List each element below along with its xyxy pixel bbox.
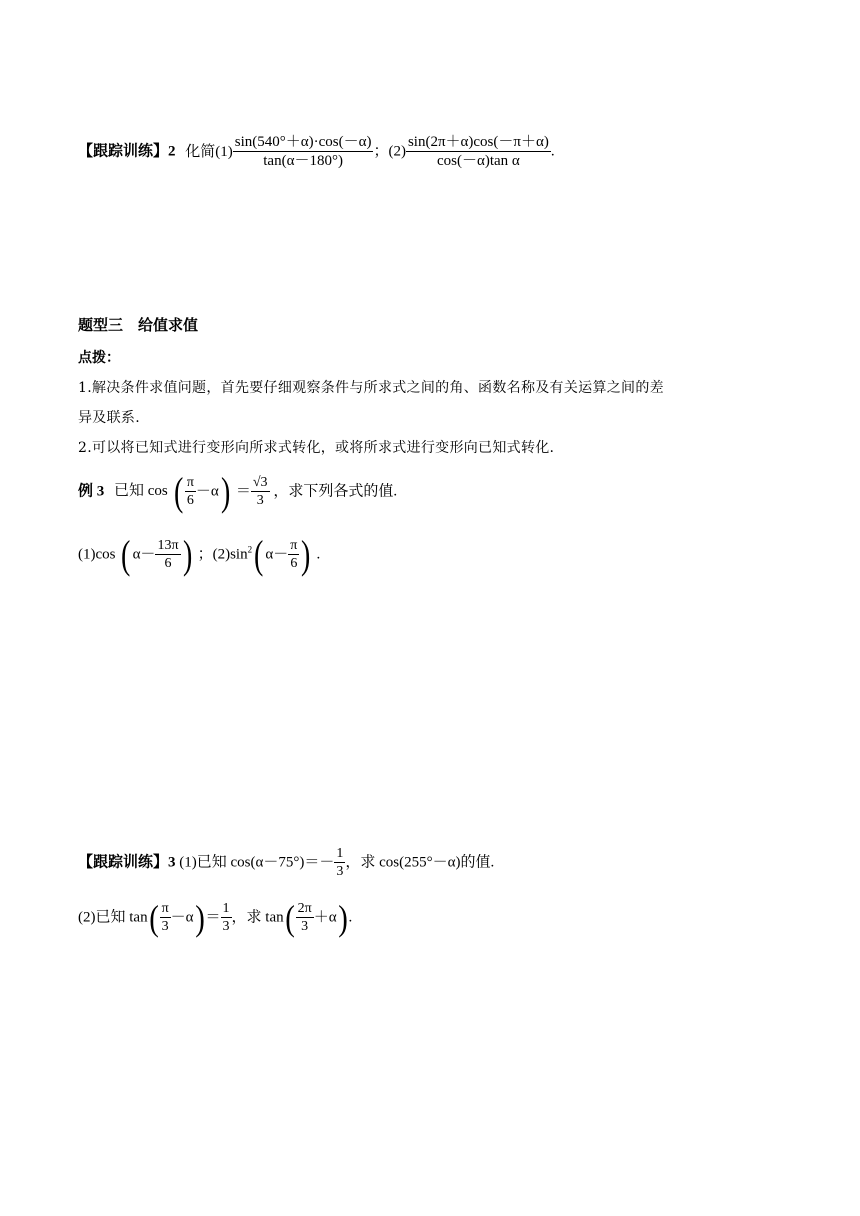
exercise-2-fraction-1 <box>233 134 374 171</box>
part-2-prefix: (2)已知 tan <box>78 909 148 926</box>
part-1-tail: ，求 cos(255°－α)的值. <box>345 854 495 871</box>
question-1-head: α－ <box>132 546 156 563</box>
equals-sign: ＝ <box>235 483 251 500</box>
fraction-denominator: 3 <box>336 864 344 880</box>
exercise-2-sep: ；(2) <box>373 143 406 160</box>
fraction-numerator: 2π <box>297 900 312 916</box>
question-1-fraction <box>155 538 180 572</box>
part-1-fraction <box>334 846 345 880</box>
part-2-end: . <box>348 909 353 926</box>
fraction-denominator: 3 <box>160 917 171 935</box>
example-3 <box>78 469 398 514</box>
question-2-fraction <box>288 538 299 572</box>
question-2-head: α－ <box>265 546 289 563</box>
fraction-denominator: cos(－α)tan α <box>406 151 551 170</box>
fraction-numerator: π <box>290 537 298 553</box>
hint-2: 2.可以将已知式进行变形向所求式转化，或将所求式进行变形向已知式转化. <box>78 440 555 456</box>
question-separator: ；(2)sin <box>197 546 248 563</box>
part-2-value-fraction <box>221 901 232 935</box>
question-2-exponent: 2 <box>247 544 253 555</box>
fraction-numerator: √3 <box>252 474 268 490</box>
exercise-2-end: . <box>550 143 555 160</box>
section-3-title: 题型三 给值求值 <box>78 316 199 334</box>
example-3-given: 已知 cos <box>114 483 168 500</box>
fraction-numerator: π <box>161 900 169 916</box>
example-3-tail: ，求下列各式的值. <box>273 483 398 500</box>
fraction-numerator: 1 <box>336 846 344 861</box>
part-2-target-fraction <box>296 901 314 935</box>
example-3-questions <box>78 532 321 577</box>
right-paren: ) <box>301 532 311 577</box>
fraction-denominator: 6 <box>155 554 180 572</box>
exercise-3-part-1 <box>78 846 494 880</box>
part-2-mid: ，求 tan <box>231 909 284 926</box>
exercise-2-fraction-2 <box>406 134 551 171</box>
exercise-3-label: 【跟踪训练】3 <box>78 854 176 871</box>
hint-1-line-a: 1.解决条件求值问题，首先要仔细观察条件与所求式之间的角、函数名称及有关运算之间的差 <box>78 380 664 396</box>
part-2-equals: ＝ <box>205 909 221 926</box>
fraction-denominator: 6 <box>288 554 299 572</box>
hint-label: 点拨： <box>78 350 120 366</box>
fraction-numerator: 1 <box>222 900 230 916</box>
left-paren: ( <box>284 898 295 938</box>
fraction-denominator: 3 <box>251 491 270 509</box>
value-fraction <box>251 475 270 509</box>
right-paren: ) <box>220 469 231 514</box>
fraction-numerator: π <box>186 474 194 490</box>
question-end: . <box>316 546 321 563</box>
part-1-prefix: (1)已知 cos(α－75°)＝－ <box>179 854 335 871</box>
right-paren: ) <box>337 898 348 938</box>
part-2-arg-fraction <box>160 901 171 935</box>
question-1-prefix: (1)cos <box>78 546 116 563</box>
left-paren: ( <box>173 469 183 514</box>
fraction-denominator: 3 <box>296 917 314 935</box>
left-paren: ( <box>121 532 131 577</box>
part-2-arg-tail: －α <box>170 909 194 926</box>
right-paren: ) <box>182 532 192 577</box>
fraction-numerator: 13π <box>157 537 179 553</box>
exercise-2-label: 【跟踪训练】2 <box>78 143 176 160</box>
example-3-label: 例 3 <box>78 483 105 500</box>
fraction-denominator: 6 <box>185 491 196 509</box>
right-paren: ) <box>194 898 205 938</box>
fraction-denominator: 3 <box>222 919 230 934</box>
left-paren: ( <box>254 532 264 577</box>
hint-1-line-b: 异及联系. <box>78 410 140 426</box>
part-2-target-tail: ＋α <box>313 909 337 926</box>
fraction-numerator: sin(2π＋α)cos(－π＋α) <box>407 134 549 150</box>
left-paren: ( <box>148 898 159 938</box>
exercise-3-part-2 <box>78 900 352 936</box>
fraction-denominator: tan(α－180°) <box>233 151 374 170</box>
exercise-2 <box>78 134 555 171</box>
fraction-numerator: sin(540°＋α)·cos(－α) <box>234 134 372 150</box>
arg-fraction <box>185 475 196 509</box>
arg-tail: －α <box>195 483 219 500</box>
exercise-2-prefix: 化简(1) <box>185 143 233 160</box>
